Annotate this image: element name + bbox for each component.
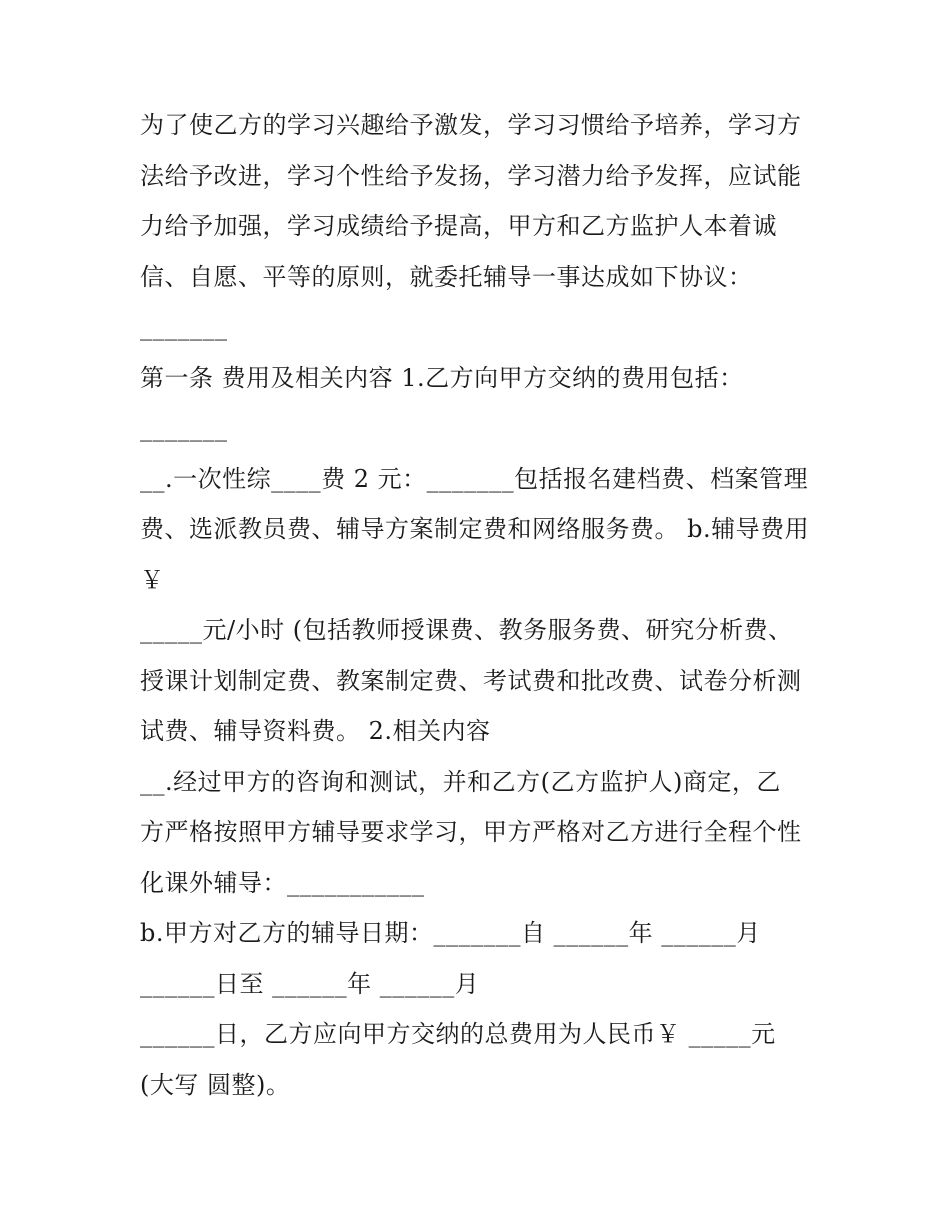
related-item-a-end: 化课外辅导：___________ <box>140 868 425 897</box>
total-fee-uppercase: (大写 圆整)。 <box>140 1070 291 1099</box>
fee-item-a-cont: 费、选派教员费、辅导方案制定费和网络服务费。 b.辅导费用 <box>140 515 810 543</box>
tutoring-dates-line: b.甲方对乙方的辅导日期：_______自 ______年 ______月 <box>140 919 761 947</box>
blank-line: _______ <box>140 414 228 442</box>
related-item-a: __.经过甲方的咨询和测试，并和乙方(乙方监护人)商定，乙 <box>140 767 781 796</box>
paragraph-line-3: 力给予加强，学习成绩给予提高，甲方和乙方监护人本着诚 <box>140 212 777 240</box>
tutoring-dates-cont: ______日至 ______年 ______月 <box>140 969 480 998</box>
currency-symbol: ￥ <box>140 565 165 594</box>
fee-item-b-cont: 授课计划制定费、教案制定费、考试费和批改费、试卷分析测 <box>140 666 802 695</box>
paragraph-line-2: 法给予改进，学习个性给予发扬，学习潜力给予发挥，应试能 <box>140 161 802 190</box>
blank-line: _______ <box>140 313 228 341</box>
article-1-heading: 第一条 费用及相关内容 1.乙方向甲方交纳的费用包括： <box>140 363 744 392</box>
document-body <box>140 100 820 1110</box>
related-item-a-cont: 方严格按照甲方辅导要求学习，甲方严格对乙方进行全程个性 <box>140 818 802 846</box>
paragraph-line-1: 为了使乙方的学习兴趣给予激发，学习习惯给予培养，学习方 <box>140 111 802 139</box>
fee-item-b: _____元/小时 (包括教师授课费、教务服务费、研究分析费、 <box>140 616 793 644</box>
fee-item-a: __.一次性综____费 2 元：_______包括报名建档费、档案管理 <box>140 464 809 493</box>
paragraph-line-4: 信、自愿、平等的原则，就委托辅导一事达成如下协议： <box>140 262 753 291</box>
fee-item-b-end: 试费、辅导资料费。 2.相关内容 <box>140 717 491 745</box>
total-fee-line: ______日，乙方应向甲方交纳的总费用为人民币￥ _____元 <box>140 1020 776 1048</box>
